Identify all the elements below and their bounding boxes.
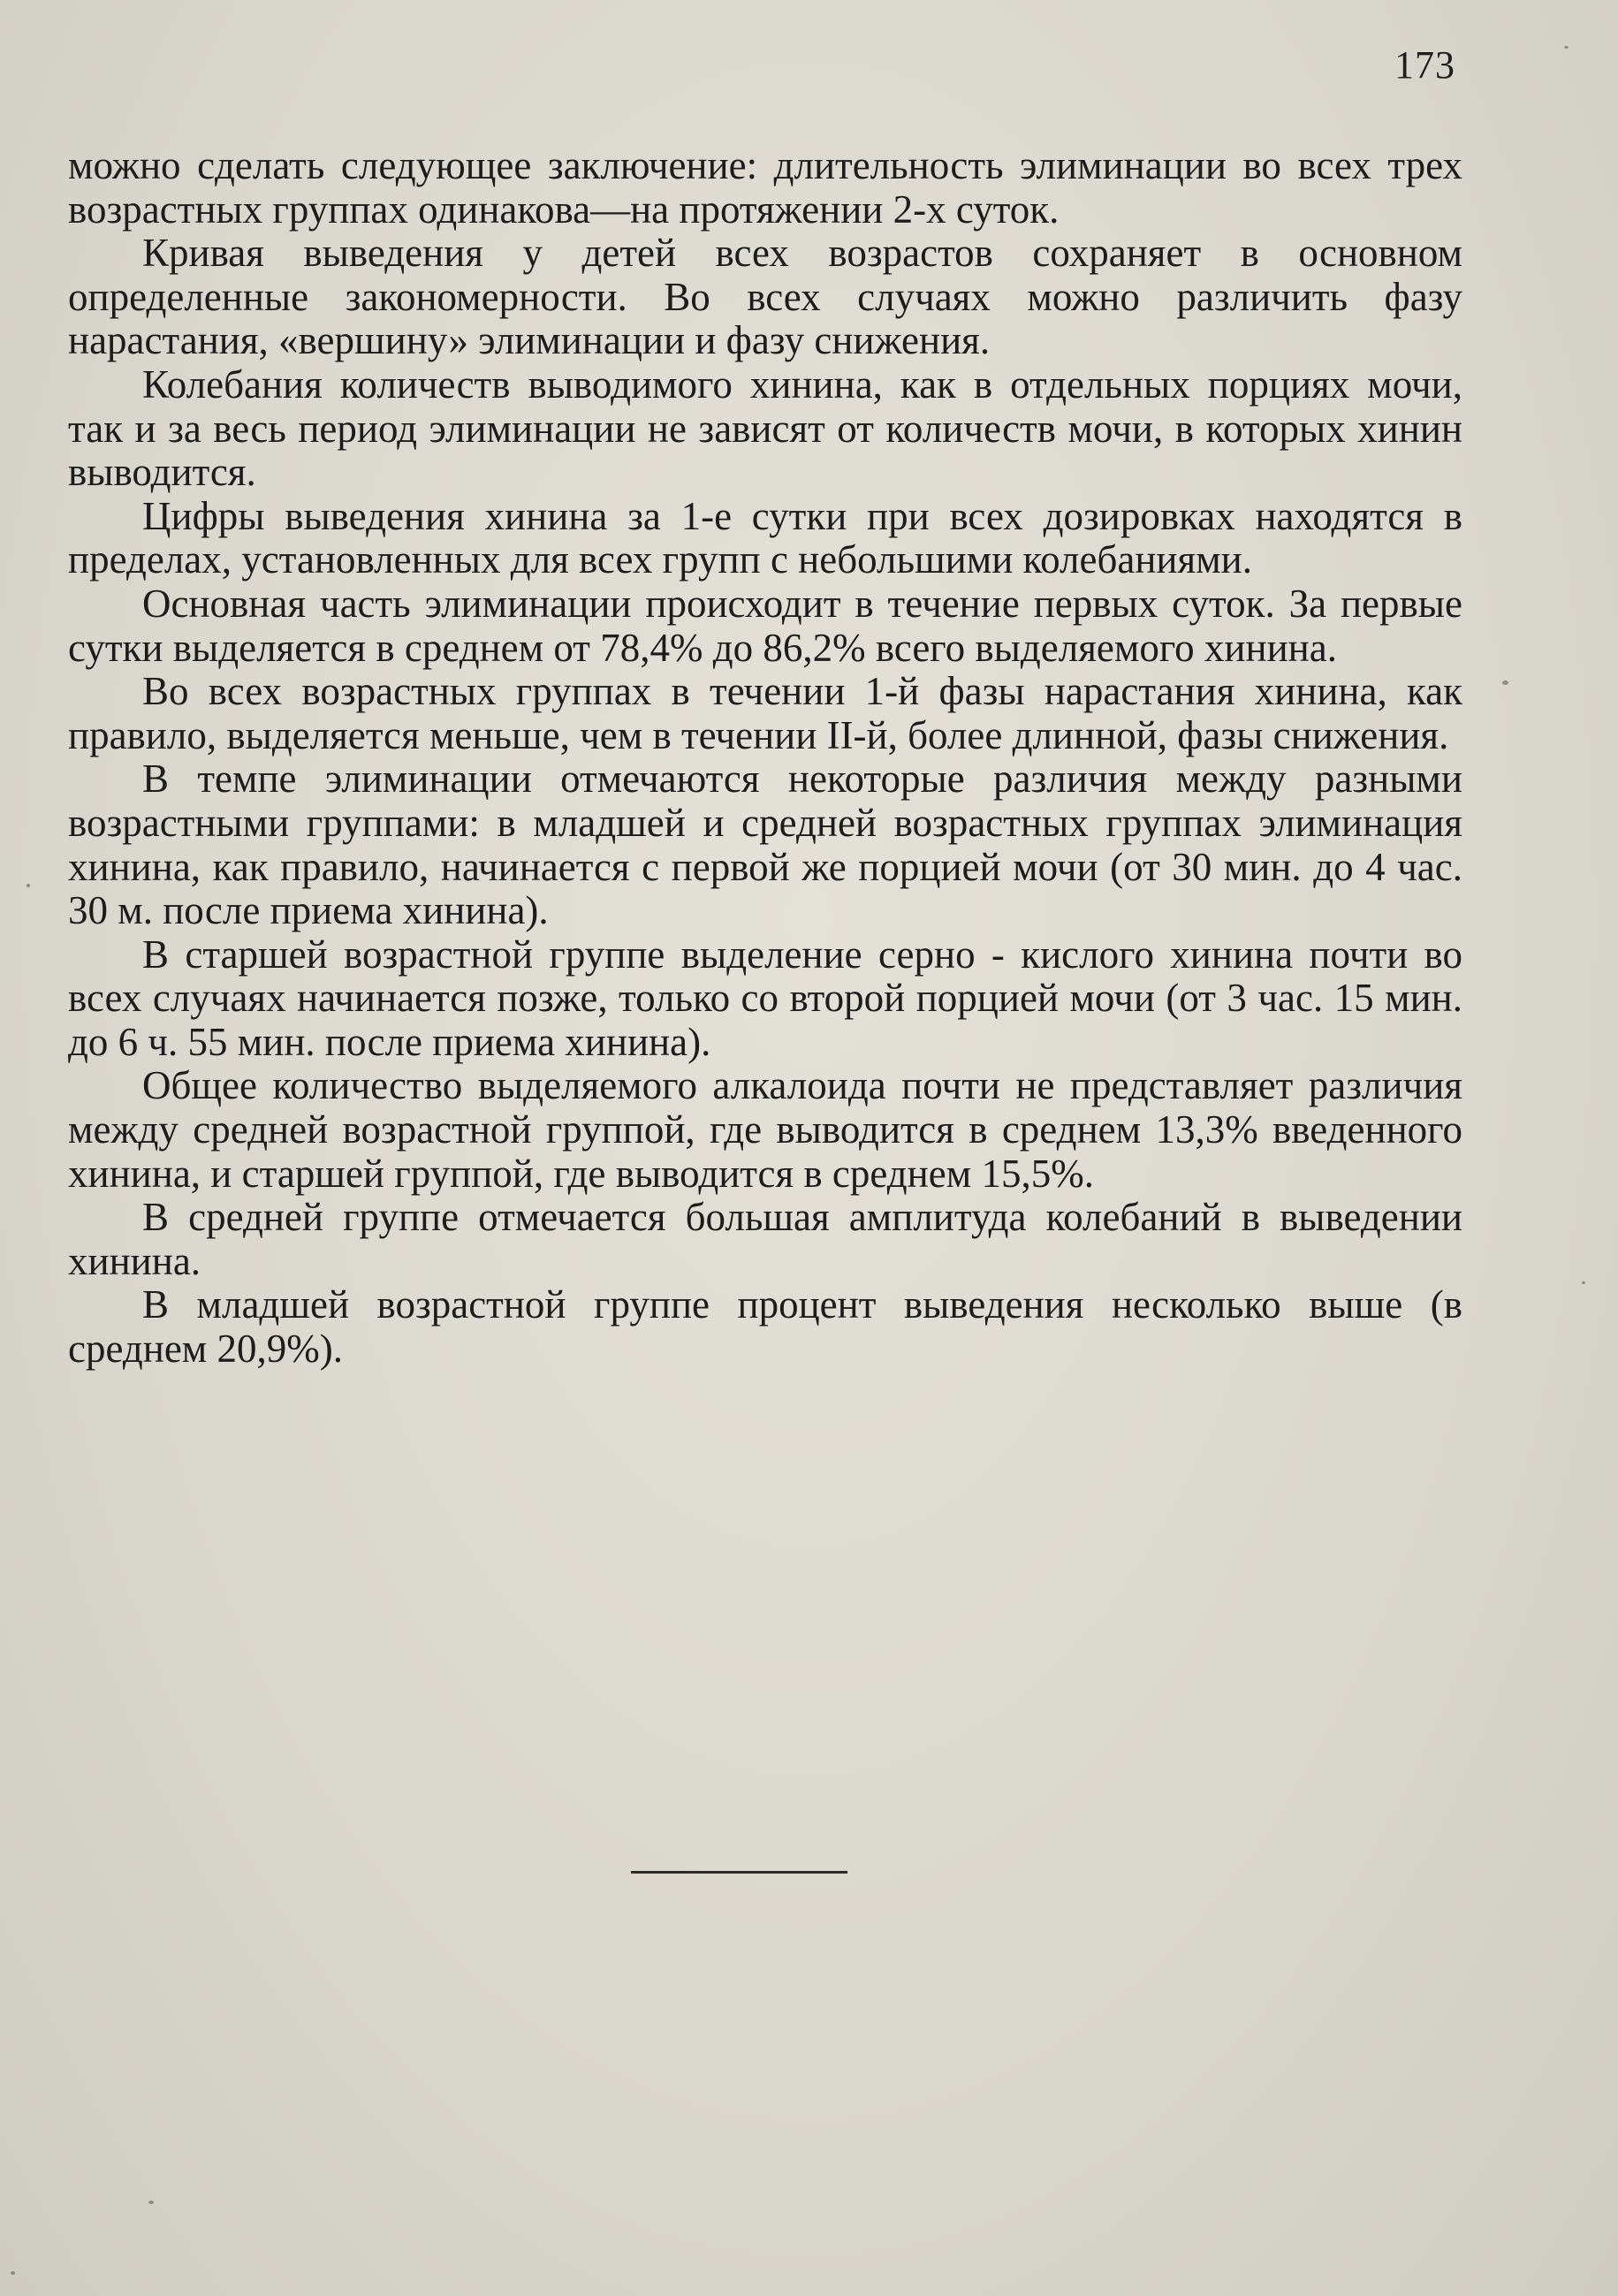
page-number: 173 [1394,43,1455,87]
paragraph: Кривая выведения у детей всех возрастов сохраняет в основном определенные закономерности. Во всех случаях можно различить фазу нарастания, «вершину» элиминации и фазу снижения. [68,231,1462,363]
paper-speck [1582,1281,1585,1284]
paragraph: Основная часть элиминации происходит в течение первых суток. За первые сутки выделяется в среднем от 78,4% до 86,2% всего выделяемого хинина. [68,581,1462,670]
paper-speck [11,2271,15,2275]
paragraph: Цифры выведения хинина за 1-е сутки при всех дозировках находятся в пределах, установленных для всех групп с небольшими колебаниями. [68,493,1462,582]
paragraph: В младшей возрастной группе процент выведения несколько выше (в среднем 20,9%). [68,1282,1462,1372]
paragraph: Во всех возрастных группах в течении 1-й фазы нарастания хинина, как правило, выделяется меньше, чем в течении II-й, более длинной, фазы снижения. [68,669,1462,757]
paragraph: можно сделать следующее заключение: длительность элиминации во всех трех возрастных группах одинакова—на протяжении 2-х суток. [68,143,1462,232]
paragraph: Общее количество выделяемого алкалоида почти не представляет различия между средней возрастной группой, где выводится в среднем 13,3% введенного хинина, и старшей группой, где выводится в среднем 15,5%. [68,1063,1462,1196]
paragraph: В старшей возрастной группе выделение серно - кислого хинина почти во всех случаях начинается позже, только со второй порцией мочи (от 3 час. 15 мин. до 6 ч. 55 мин. после приема хинина). [68,931,1462,1064]
paper-speck [1564,46,1569,49]
paper-speck [1502,680,1508,685]
paper-speck [27,884,30,887]
paragraph: В темпе элиминации отмечаются некоторые различия между разными возрастными группами: в младшей и средней возрастных группах элиминация хинина, как правило, начинается с первой же порцией мочи (от 30 мин. до 4 час. 30 м. после приема хинина). [68,756,1462,933]
paragraph: Колебания количеств выводимого хинина, как в отдельных порциях мочи, так и за весь период элиминации не зависят от количеств мочи, в которых хинин выводится. [68,361,1462,495]
section-end-rule [631,1871,847,1874]
paper-speck [148,2201,154,2204]
paragraph: В средней группе отмечается большая амплитуда колебаний в выведении хинина. [68,1195,1462,1283]
body-text [68,144,1462,1372]
